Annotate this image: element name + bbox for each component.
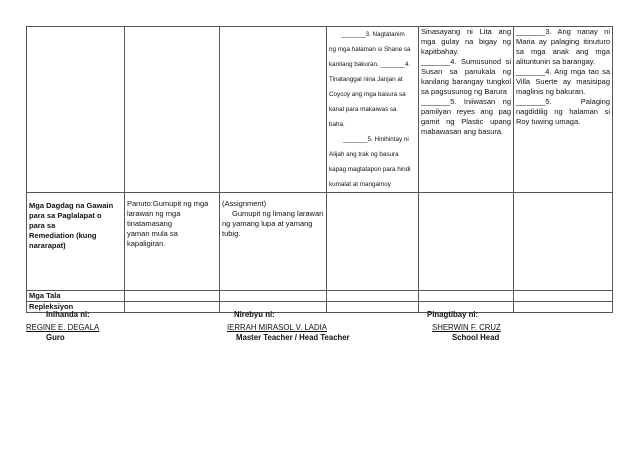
activity-item: _______4. Ang mga tao sa Villa Suerte ay masisipag maglinis ng bakuran. — [516, 66, 610, 96]
reviewed-by-name: IERRAH MIRASOL V. LADIA — [227, 323, 327, 332]
label-line: Remediation (kung — [29, 230, 97, 240]
table-cell — [419, 291, 514, 302]
activity-line: Tinatanggal nina Janjan at — [329, 76, 403, 83]
table-cell — [419, 193, 514, 291]
remediation-instruction — [125, 193, 220, 291]
table-cell — [27, 27, 125, 193]
table-cell — [125, 27, 220, 193]
table-cell — [125, 291, 220, 302]
text-line: Panuto:Gumupit ng mga — [127, 199, 209, 208]
table-cell — [327, 193, 419, 291]
text-line: (Assignment) — [222, 199, 267, 208]
activity-item: _______4. Sumusunod si Susan sa panukala ng kanilang barangay tungkol sa pagsusunog ng Barura — [421, 56, 511, 96]
activity-line: Coycoy ang mga basura sa — [329, 91, 406, 98]
prepared-by-role: Guro — [46, 333, 65, 342]
activity-line: _______5. Hinihintay ni — [343, 136, 409, 143]
table-row — [27, 27, 613, 193]
assignment-cell — [220, 193, 327, 291]
table-row — [27, 193, 613, 291]
approved-by-role: School Head — [452, 333, 500, 342]
activity-items-cell — [514, 27, 613, 193]
activity-line: ng mga halaman si Shane sa — [329, 46, 411, 53]
activity-item: _______3. Ang nanay ni Maria ay palaging itinuturo sa mga anak ang mga alituntunin sa barangay. — [516, 27, 610, 66]
prepared-by-name: REGINE E. DEGALA — [26, 323, 100, 332]
reviewed-by-label: Nirebyu ni: — [234, 310, 275, 319]
activity-line: kumalat at mangamoy — [329, 181, 391, 188]
activity-line: _______3. Nagtatanim — [341, 31, 405, 38]
table-row — [27, 302, 613, 313]
table-cell — [125, 302, 220, 313]
approved-by-name: SHERWIN F. CRUZ — [432, 323, 501, 332]
activity-line: Alijah ang trak ng basura — [329, 151, 399, 158]
row-label: Repleksiyon — [27, 302, 125, 313]
activity-items-cell — [327, 27, 419, 193]
label-line: Mga Dagdag na Gawain — [29, 201, 114, 210]
text-line: ng yamang lupa at yamang tubig. — [222, 218, 313, 238]
text-line: larawan ng mga tinatamasang — [127, 208, 181, 228]
text-line: yaman mula sa kapaligiran. — [127, 228, 178, 248]
table-cell — [514, 193, 613, 291]
row-label — [27, 193, 125, 291]
activity-line: kapag magtatapon para hindi — [329, 166, 411, 173]
reviewed-by-role: Master Teacher / Head Teacher — [236, 333, 350, 342]
activity-item: _______5. Iniiwasan ng pamilyan reyes ang pag gamit ng Plastic upang mabawasan ang basura. — [421, 96, 511, 136]
table-cell — [220, 291, 327, 302]
activity-items-cell — [419, 27, 514, 193]
table-cell — [514, 302, 613, 313]
prepared-by-label: Inihanda ni: — [46, 310, 90, 319]
lesson-plan-table — [26, 26, 613, 313]
table-cell — [220, 27, 327, 193]
table-cell — [514, 291, 613, 302]
activity-item: _______5. Palaging nagdidilig ng halaman si Roy tuwing umaga. — [516, 96, 610, 126]
table-cell — [327, 302, 419, 313]
approved-by-label: Pinagtibay ni: — [427, 310, 479, 319]
activity-item: Sinasayang ni Lita ang mga gulay na bigay ng kapitbahay. — [421, 27, 511, 56]
label-line: para sa Paglalapat o — [29, 210, 102, 220]
activity-line: kanal para makaiwas sa — [329, 106, 397, 113]
activity-line: baha. — [329, 121, 345, 128]
text-line: Gumupit ng limang larawan — [232, 208, 324, 218]
label-line: para sa — [29, 220, 56, 230]
table-row — [27, 291, 613, 302]
activity-line: kanilang bakuran. _______4. — [329, 61, 411, 68]
label-line: nararapat) — [29, 240, 66, 250]
row-label: Mga Tala — [27, 291, 125, 302]
table-cell — [327, 291, 419, 302]
